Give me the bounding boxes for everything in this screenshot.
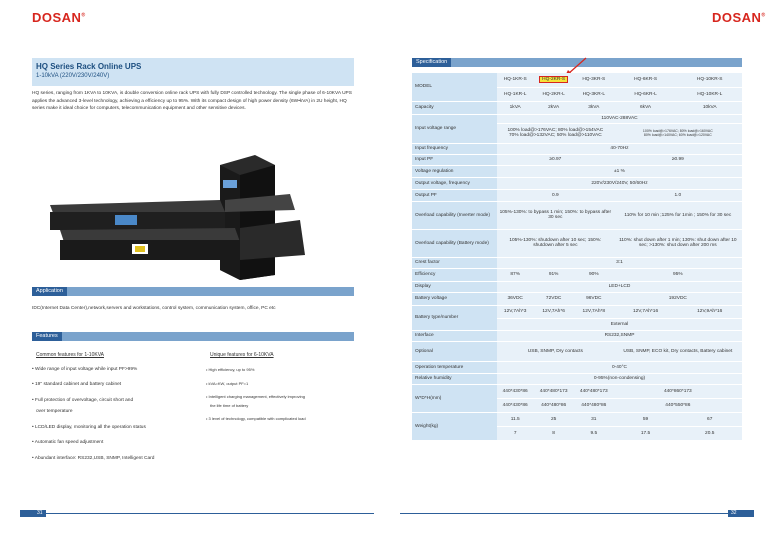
feature-item: over temperature (36, 409, 73, 414)
unique-feature-item: • 3 level of technology, compatible with complicated load (206, 416, 306, 421)
feature-item: • LCD/LED display, monitoring all the operation status (32, 425, 146, 430)
feature-item: • Abundant interface: RS232,USB, SNMP, Intelligent Card (32, 456, 155, 461)
product-description: HQ series, ranging from 1KVA to 10KVA, is double conversion online rack UPS with fully DSP controlled technology. The single phase of 6-10KVA UPS applies the advanced 3-level technology, achieving a efficiency up to 95%. With its compact design of high power density (6W•kVA) in 2U height, HQ series make it ideal choice for computers, telecommunication equipment and other sensitive devices. (32, 91, 352, 111)
specification-heading: Specification (412, 58, 451, 67)
application-text: IDC(Internet Data Center),network,servers and workstations, control system, communication system, office, PC etc (32, 306, 276, 311)
brand-logo-right: DOSAN® (712, 10, 766, 25)
specification-table: MODEL HQ-1KR-S HQ-2KR-S HQ-3KR-S HQ-6KR-S HQ-10KR-S HQ-1KR-L HQ-2KR-L HQ-3KR-L HQ-6KR-L HQ-10KR-L Capacity 1kVA 2kVA 3kVA 6kVA 10kVA Input voltage range 110VAC-288VAC 100% load@>176VAC; 80% load@>154VAC 70% load@>132VAC; 50% load@>110VAC 100% load@>176VAC; 80% load@>160VAC 80% load@>140VAC; 60% load@>120VAC Input frequency 40-70Hz Input PF ≥0.97 ≥0.99 Voltage regulation ±1 % Output voltage, frequency 220V/230V/240V, 50/60Hz Output PF 0.9 1.0 Overload capability (Inverter mode) 105%-130%: to bypass 1 min; 150%: to bypass after 30 sec 110% for 10 min ;125% for 1min ; 150% for 30 sec Overload capability (Battery mode) 105%-130%: shutdown after 10 sec; 150%: shutdown after 5 sec 110%: shut down after 1 min; 130%: shut down after 10 sec; >130%: shut down after 200 ms Crest factor 3:1 Efficiency 87% 91% 90% 95% Display LED+LCD Battery voltage 36VDC 72VDC 96VDC 192VDC Battery type/number 12V,7Ah*3 12V,7Ah*6 12V,7Ah*8 12V,7Ah*16 12V,9Ah*16 External Interface RS232,SNMP Optional USB, SNMP, Dry contacts USB, SNMP, ECO kit, Dry contacts, Battery cabinet Operation temperature 0-40°C Relative humidity 0-95%(non-condensing) W*D*H(mm) 440*430*86 440*480*173 440*480*173 440*860*173 440*430*86 440*480*86 440*480*86 440*550*86 Weight(kg) 11.5 25 31 59 67 7 8 9.5 17.5 20.5 (412, 73, 742, 441)
features-heading: Features (32, 332, 62, 341)
ups-product-image (40, 150, 330, 280)
application-heading: Application (32, 287, 67, 296)
right-page-number: 32 (728, 510, 740, 517)
feature-item: • Full protection of overvoltage, circuit short and (32, 398, 134, 403)
brand-logo: DOSAN® (32, 10, 86, 25)
left-page-number: 31 (34, 510, 46, 517)
highlighted-model: HQ-2KR-S (539, 76, 568, 83)
unique-feature-item: the life time of battery (210, 403, 249, 408)
feature-item: • 19'' standard cabinet and battery cabinet (32, 382, 122, 387)
page-title: HQ Series Rack Online UPS (36, 62, 142, 71)
application-bar (32, 287, 354, 296)
common-features-heading: Common features for 1-10KVA (36, 352, 104, 358)
feature-item: • Automatic fan speed adjustment (32, 440, 104, 445)
unique-feature-item: • kVA=KW, output PF=1 (206, 381, 249, 386)
unique-feature-item: • Intelligent charging management, effectively improving (206, 394, 305, 399)
unique-features-heading: Unique features for 6-10KVA (210, 352, 274, 358)
page-subtitle: 1-10kVA (220V/230V/240V) (36, 73, 110, 79)
unique-feature-item: • High efficiency, up to 95% (206, 367, 255, 372)
features-bar (32, 332, 354, 341)
feature-item: • Wide range of input voltage while input PF>99% (32, 367, 138, 372)
